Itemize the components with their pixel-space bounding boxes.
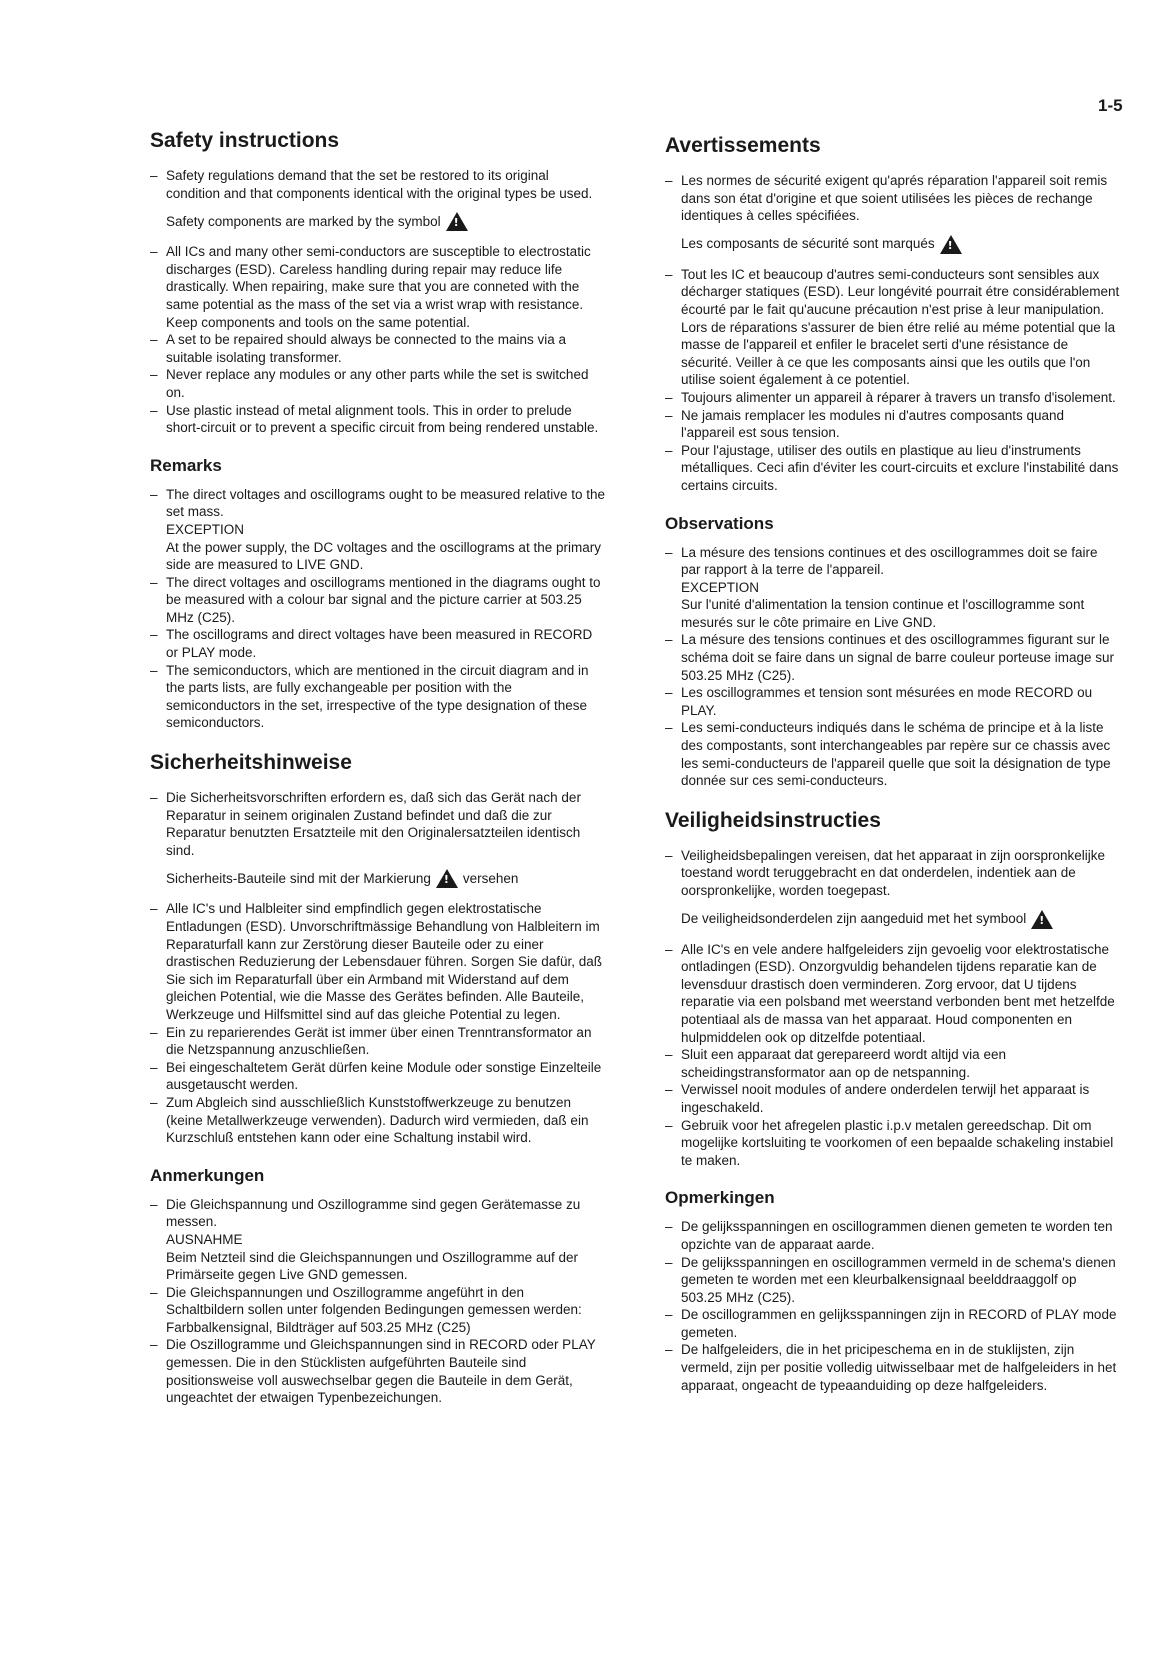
- list-item: – Verwissel nooit modules of andere onderdelen terwijl het apparaat is ingeschakeld.: [665, 1081, 1120, 1116]
- remarks-first-text: – Die Gleichspannung und Oszillogramme sind gegen Gerätemasse zu messen.: [166, 1196, 581, 1230]
- list-item: – Use plastic instead of metal alignment tools. This in order to prelude short-circuit or to prevent a specific circuit from being rendered unstable.: [150, 402, 605, 437]
- warning-triangle-icon: [940, 235, 962, 254]
- remarks-exception-text: Beim Netzteil sind die Gleichspannungen und Oszillogramme auf der Primärseite gegen Live GND gemessen.: [166, 1249, 578, 1283]
- list-item: – Bei eingeschaltetem Gerät dürfen keine Module oder sonstige Einzelteile ausgetauscht werden.: [150, 1059, 605, 1094]
- list-item: – De oscillogrammen en gelijksspanningen zijn in RECORD of PLAY mode gemeten.: [665, 1306, 1120, 1341]
- list-item: – Veiligheidsbepalingen vereisen, dat het apparaat in zijn oorspronkelijke toestand wordt teruggebracht en dat onderdelen, indentiek aan de oorspronkelijke, worden toegepast.: [665, 847, 1120, 900]
- dutch-safety-title: Veiligheidsinstructies: [665, 808, 881, 832]
- list-item: [150, 1196, 605, 1284]
- warning-triangle-icon: [436, 869, 458, 888]
- list-item: – Toujours alimenter un appareil à réparer à travers un transfo d'isolement.: [665, 389, 1120, 407]
- list-item: – Pour l'ajustage, utiliser des outils en plastique au lieu d'instruments métalliques. Ceci afin d'éviter les court-circuits et exclure l'instabilité dans certains circuits.: [665, 442, 1120, 495]
- remarks-first-text: – La mésure des tensions continues et des oscillogrammes doit se faire par rapport à la terre de l'appareil.: [681, 544, 1098, 578]
- list-item: – Ein zu reparierendes Gerät ist immer über einen Trenntransformator an die Netzspannung anzuschließen.: [150, 1024, 605, 1059]
- list-item: – Sluit een apparaat dat gerepareerd wordt altijd via een scheidingstransformator aan op de netspanning.: [665, 1046, 1120, 1081]
- list-item: – De gelijksspanningen en oscillogrammen dienen gemeten te worden ten opzichte van de apparaat aarde.: [665, 1218, 1120, 1253]
- german-remarks-title: Anmerkungen: [150, 1165, 265, 1185]
- list-item: – All ICs and many other semi-conductors are susceptible to electrostatic discharges (ESD). Careless handling during repair may reduce life drastically. When repairing, make sure that you are conneted with the same potential as the mass of the set via a wrist wrap with resistance. Keep components and tools on the same potential.: [150, 243, 605, 331]
- list-item: [665, 544, 1120, 632]
- list-item: – The semiconductors, which are mentioned in the circuit diagram and in the parts lists, are fully exchangeable per position with the semiconductors in the set, irrespective of the type designation of these semiconductors.: [150, 662, 605, 732]
- dutch-remarks-title: Opmerkingen: [665, 1188, 775, 1208]
- left-column: [150, 128, 605, 1425]
- remarks-exception-label: AUSNAHME: [166, 1231, 243, 1247]
- list-item: – Die Gleichspannungen und Oszillogramme angeführt in den Schaltbildern sollen unter folgenden Bedingungen gemessen werden: Farbbalkensignal, Bildträger auf 503.25 MHz (C25): [150, 1284, 605, 1337]
- list-item: – La mésure des tensions continues et des oscillogrammes figurant sur le schéma doit se faire dans un signal de barre couleur porteuse image sur 503.25 MHz (C25).: [665, 631, 1120, 684]
- english-remarks-section: [150, 455, 605, 732]
- page-number: 1-5: [1098, 96, 1123, 115]
- list-item: – The direct voltages and oscillograms mentioned in the diagrams ought to be measured with a colour bar signal and the picture carrier at 503.25 MHz (C25).: [150, 574, 605, 627]
- symbol-note-text: De veiligheidsonderdelen zijn aangeduid met het symbool: [681, 911, 1027, 927]
- symbol-note-suffix: versehen: [462, 871, 519, 887]
- german-symbol-note: [166, 869, 605, 888]
- list-item: – The oscillograms and direct voltages have been measured in RECORD or PLAY mode.: [150, 626, 605, 661]
- list-item: – Gebruik voor het afregelen plastic i.p.v metalen gereedschap. Dit om mogelijke kortsluiting te voorkomen of een bepaalde schakeling instabiel te maken.: [665, 1117, 1120, 1170]
- list-item: – Safety regulations demand that the set be restored to its original condition and that components identical with the original types be used.: [150, 167, 605, 202]
- list-item: – Les oscillogrammes et tension sont mésurées en mode RECORD ou PLAY.: [665, 684, 1120, 719]
- remarks-exception-label: EXCEPTION: [166, 521, 245, 537]
- warning-triangle-icon: [1031, 910, 1053, 929]
- french-symbol-note: [681, 235, 1120, 254]
- symbol-note-text: Les composants de sécurité sont marqués: [681, 236, 935, 252]
- symbol-note-text: Sicherheits-Bauteile sind mit der Markierung: [166, 871, 431, 887]
- list-item: – De halfgeleiders, die in het pricipeschema en in de stuklijsten, zijn vermeld, zijn per positie volledig uitwisselbaar met de halfgeleiders in het apparaat, ongeacht de typeaanduiding op deze halfgeleiders.: [665, 1341, 1120, 1394]
- remarks-first-text: – The direct voltages and oscillograms ought to be measured relative to the set mass.: [166, 486, 605, 520]
- english-symbol-note: [166, 212, 605, 231]
- list-item: – Tout les IC et beaucoup d'autres semi-conducteurs sont sensibles aux décharger statiques (ESD). Leur longévité pourrait étre considérablement écourté par le fait qu'aucune précaution n'est prise à leur manipulation. Lors de réparations s'assurer de bien étre relié au méme potential que la masse de l'appareil et enfiler le bracelet serti d'une résistance de sécurité. Veiller à ce que les composants ainsi que les outils que l'on utilise soient également à ce potentiel.: [665, 266, 1120, 389]
- french-remarks-section: [665, 513, 1120, 790]
- french-safety-title: Avertissements: [665, 134, 821, 157]
- dutch-remarks-section: [665, 1187, 1120, 1394]
- list-item: – Alle IC's en vele andere halfgeleiders zijn gevoelig voor elektrostatische ontladingen (ESD). Onzorgvuldig behandelen tijdens reparatie kan de levensduur drastisch doen verminderen. Zorg ervoor, dat U tijdens reparatie via een polsband met weerstand verbonden bent met hetzelfde potentiaal als de massa van het apparaat. Houd componenten en hulpmiddelen ook op ditzelfde potentiaal.: [665, 941, 1120, 1047]
- list-item: [150, 486, 605, 574]
- right-column: [665, 133, 1120, 1412]
- remarks-exception-text: At the power supply, the DC voltages and the oscillograms at the primary side are measured to LIVE GND.: [166, 539, 601, 573]
- german-safety-section: [150, 750, 605, 1147]
- french-safety-section: [665, 133, 1120, 495]
- list-item: – Die Oszillogramme und Gleichspannungen sind in RECORD oder PLAY gemessen. Die in den Stücklisten aufgeführten Bauteile sind positionsweise voll auswechselbar gegen die Bauteile in dem Gerät, ungeachtet der etwaigen Typenbezeichungen.: [150, 1336, 605, 1406]
- english-safety-title: Safety instructions: [150, 129, 340, 152]
- german-safety-title: Sicherheitshinweise: [150, 751, 352, 775]
- english-safety-section: [150, 128, 605, 437]
- warning-triangle-icon: [446, 212, 468, 231]
- english-remarks-title: Remarks: [150, 455, 222, 475]
- dutch-symbol-note: [681, 910, 1120, 929]
- german-remarks-section: [150, 1165, 605, 1407]
- list-item: – Alle IC's und Halbleiter sind empfindlich gegen elektrostatische Entladungen (ESD). Unvorschriftmässige Behandlung von Halbleitern im Reparaturfall kann zur Zerstörung dieser Bauteile oder zu einer drastischen Reduzierung der Lebensdauer führen. Sorgen Sie dafür, daß Sie sich im Reparaturfall über ein Armband mit Widerstand auf dem gleichen Potential, wie die Masse des Gerätes befinden. Alle Bauteile, Werkzeuge und Hilfsmittel sind auf das gleiche Potential zu legen.: [150, 900, 605, 1023]
- list-item: – Die Sicherheitsvorschriften erfordern es, daß sich das Gerät nach der Reparatur in seinem originalen Zustand befindet und daß die zur Reparatur benutzten Ersatzteile mit den Originalersatzteilen identisch sind.: [150, 789, 605, 859]
- list-item: – Les normes de sécurité exigent qu'aprés réparation l'appareil soit remis dans son état d'origine et que soient utilisées les pièces de rechange identiques à celles spécifiées.: [665, 172, 1120, 225]
- remarks-exception-text: Sur l'unité d'alimentation la tension continue et l'oscillogramme sont mesurés sur le côte primaire en Live GND.: [681, 597, 1085, 630]
- list-item: – Never replace any modules or any other parts while the set is switched on.: [150, 366, 605, 401]
- list-item: – Les semi-conducteurs indiqués dans le schéma de principe et à la liste des compostants, sont interchangeables par repère sur ce chassis avec les semi-conducteurs de l'appareil quelle que soit la désignation de type donnée sur ces semi-conducteurs.: [665, 719, 1120, 789]
- list-item: – Ne jamais remplacer les modules ni d'autres composants quand l'appareil est sous tension.: [665, 407, 1120, 442]
- remarks-exception-label: EXCEPTION: [681, 579, 760, 595]
- list-item: – Zum Abgleich sind ausschließlich Kunststoffwerkzeuge zu benutzen (keine Metallwerkzeuge verwenden). Dadurch wird vermieden, daß ein Kurzschluß entstehen kann oder eine Schaltung instabil wird.: [150, 1094, 605, 1147]
- list-item: – A set to be repaired should always be connected to the mains via a suitable isolating transformer.: [150, 331, 605, 366]
- dutch-safety-section: [665, 808, 1120, 1170]
- list-item: – De gelijksspanningen en oscillogrammen vermeld in de schema's dienen gemeten te worden met een kleurbalkensignaal beelddraaggolf op 503.25 MHz (C25).: [665, 1254, 1120, 1307]
- french-remarks-title: Observations: [665, 513, 774, 533]
- symbol-note-text: Safety components are marked by the symbol: [166, 213, 441, 229]
